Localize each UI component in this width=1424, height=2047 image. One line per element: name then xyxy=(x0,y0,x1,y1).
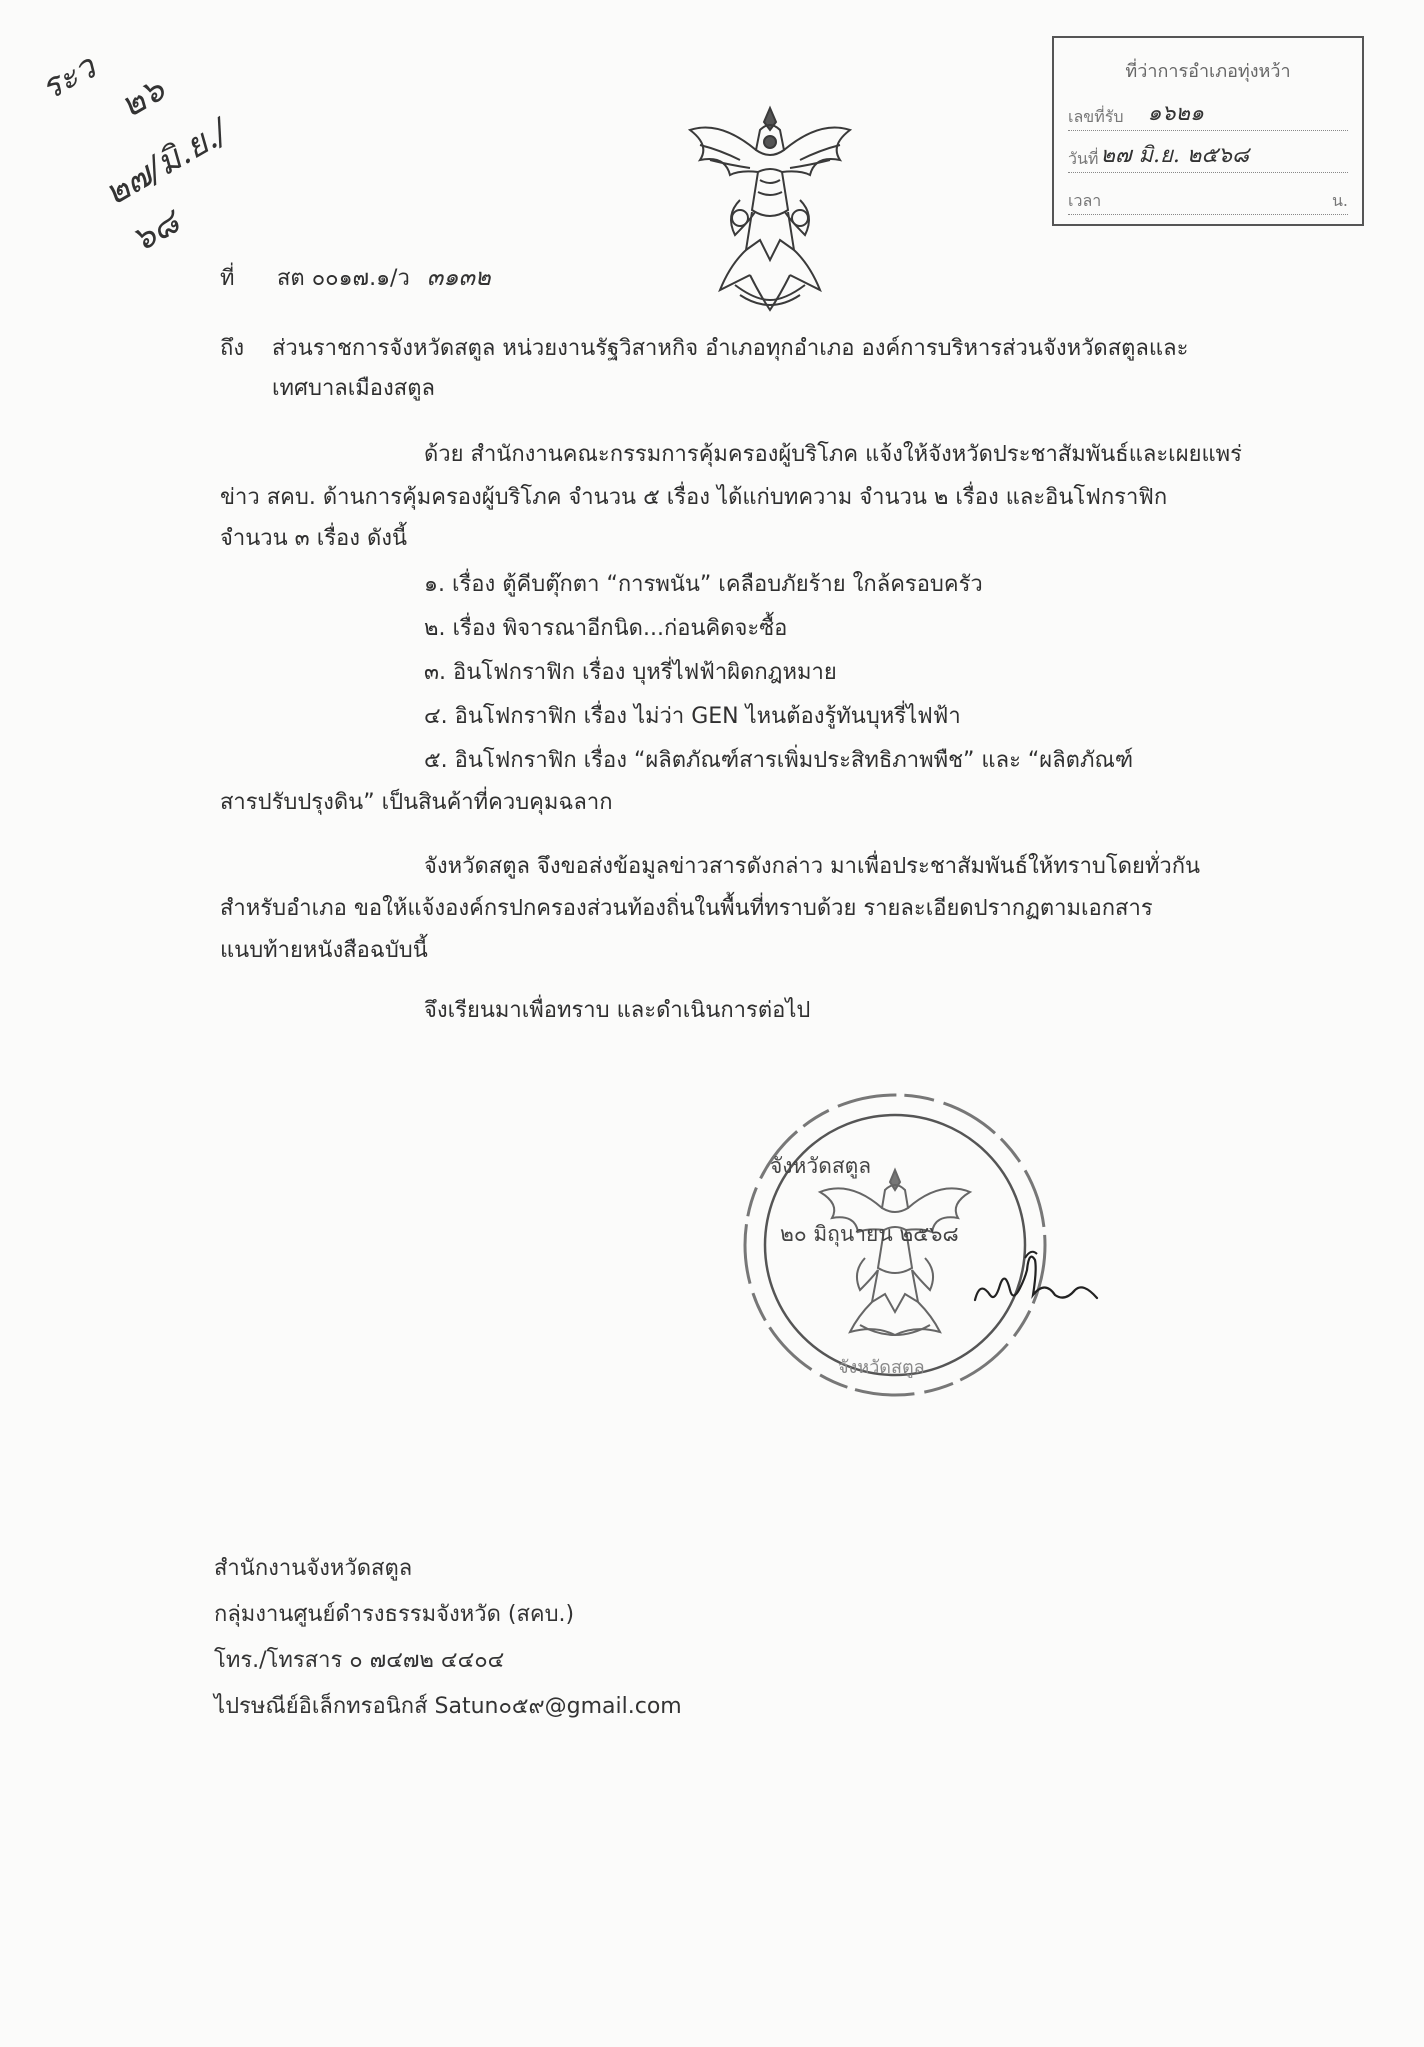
seal-date-text: ๒๐ มิถุนายน ๒๕๖๘ xyxy=(780,1222,959,1246)
list-item: ๓. อินโฟกราฟิก เรื่อง บุหรี่ไฟฟ้าผิดกฎหมาย xyxy=(424,660,837,685)
received-time-unit: น. xyxy=(1331,191,1348,210)
received-stamp-box xyxy=(1052,36,1364,226)
received-time-label: เวลา xyxy=(1068,191,1102,210)
paragraph-1-line-3: จำนวน ๓ เรื่อง ดังนี้ xyxy=(220,526,408,551)
paragraph-2-line-1: จังหวัดสตูล จึงขอส่งข้อมูลข่าวสารดังกล่าว มาเพื่อประชาสัมพันธ์ให้ทราบโดยทั่วกัน xyxy=(424,854,1201,879)
footer-phone: โทร./โทรสาร ๐ ๗๔๗๒ ๔๔๐๔ xyxy=(214,1648,505,1673)
list-item: ๔. อินโฟกราฟิก เรื่อง ไม่ว่า GEN ไหนต้องรู้ทันบุหรี่ไฟฟ้า xyxy=(424,704,961,729)
seal-top-text: จังหวัดสตูล xyxy=(770,1154,872,1178)
received-time-row xyxy=(1068,178,1348,215)
paragraph-1-line-2: ข่าว สคบ. ด้านการคุ้มครองผู้บริโภค จำนวน ๕ เรื่อง ได้แก่บทความ จำนวน ๒ เรื่อง และอินโฟกราฟิก xyxy=(220,485,1168,510)
list-item: ๕. อินโฟกราฟิก เรื่อง “ผลิตภัณฑ์สารเพิ่มประสิทธิภาพพืช” และ “ผลิตภัณฑ์ xyxy=(424,748,1134,773)
footer-office: สำนักงานจังหวัดสตูล xyxy=(214,1556,413,1581)
paragraph-2-line-3: แนบท้ายหนังสือฉบับนี้ xyxy=(220,938,428,963)
list-item-continuation: สารปรับปรุงดิน” เป็นสินค้าที่ควบคุมฉลาก xyxy=(220,790,613,815)
received-date-label: วันที่ xyxy=(1068,149,1099,168)
received-number-label: เลขที่รับ xyxy=(1068,107,1124,126)
contact-footer xyxy=(214,1546,682,1730)
addressee-line-2: เทศบาลเมืองสตูล xyxy=(272,376,435,401)
footer-group: กลุ่มงานศูนย์ดำรงธรรมจังหวัด (สคบ.) xyxy=(214,1602,575,1627)
received-date-value: ๒๗ มิ.ย. ๒๕๖๘ xyxy=(1100,143,1249,168)
addressee-label: ถึง xyxy=(220,336,245,361)
received-date-row xyxy=(1068,136,1348,173)
reference-number: สต ๐๐๑๗.๑/ว xyxy=(277,266,410,291)
reference-label: ที่ xyxy=(220,266,235,291)
paragraph-1-line-1: ด้วย สำนักงานคณะกรรมการคุ้มครองผู้บริโภค แจ้งให้จังหวัดประชาสัมพันธ์และเผยแพร่ xyxy=(424,442,1242,467)
handwritten-annotation xyxy=(34,40,270,261)
paragraph-2-line-2: สำหรับอำเภอ ขอให้แจ้งองค์กรปกครองส่วนท้องถิ่นในพื้นที่ทราบด้วย รายละเอียดปรากฏตามเอกสาร xyxy=(220,896,1153,921)
received-stamp-title: ที่ว่าการอำเภอทุ่งหว้า xyxy=(1125,61,1291,82)
footer-email: ไปรษณีย์อิเล็กทรอนิกส์ Satun๐๕๙@gmail.com xyxy=(214,1694,682,1719)
received-number-value: ๑๖๒๑ xyxy=(1147,101,1204,126)
reference-handwritten-number: ๓๑๓๒ xyxy=(426,263,491,291)
handwritten-note-line-1: ระว xyxy=(34,47,103,109)
handwritten-note-line-3: ๒๗/มิ.ย./๖๘ xyxy=(97,111,235,261)
list-item: ๒. เรื่อง พิจารณาอีกนิด...ก่อนคิดจะซื้อ xyxy=(424,616,788,641)
received-number-row xyxy=(1068,94,1348,131)
seal-bottom-text: จังหวัดสตูล xyxy=(838,1357,925,1378)
addressee-text-1: ส่วนราชการจังหวัดสตูล หน่วยงานรัฐวิสาหกิจ อำเภอทุกอำเภอ องค์การบริหารส่วนจังหวัดสตูลและ xyxy=(272,336,1189,361)
signature-icon xyxy=(965,1240,1105,1320)
addressee-line-1 xyxy=(220,328,1188,370)
list-item: ๑. เรื่อง ตู้คีบตุ๊กตา “การพนัน” เคลือบภัยร้าย ใกล้ครอบครัว xyxy=(424,572,983,597)
garuda-emblem-icon xyxy=(680,100,860,320)
reference-line xyxy=(220,256,491,300)
closing-line: จึงเรียนมาเพื่อทราบ และดำเนินการต่อไป xyxy=(424,998,811,1023)
handwritten-note-line-2: ๒๖ xyxy=(113,69,172,127)
